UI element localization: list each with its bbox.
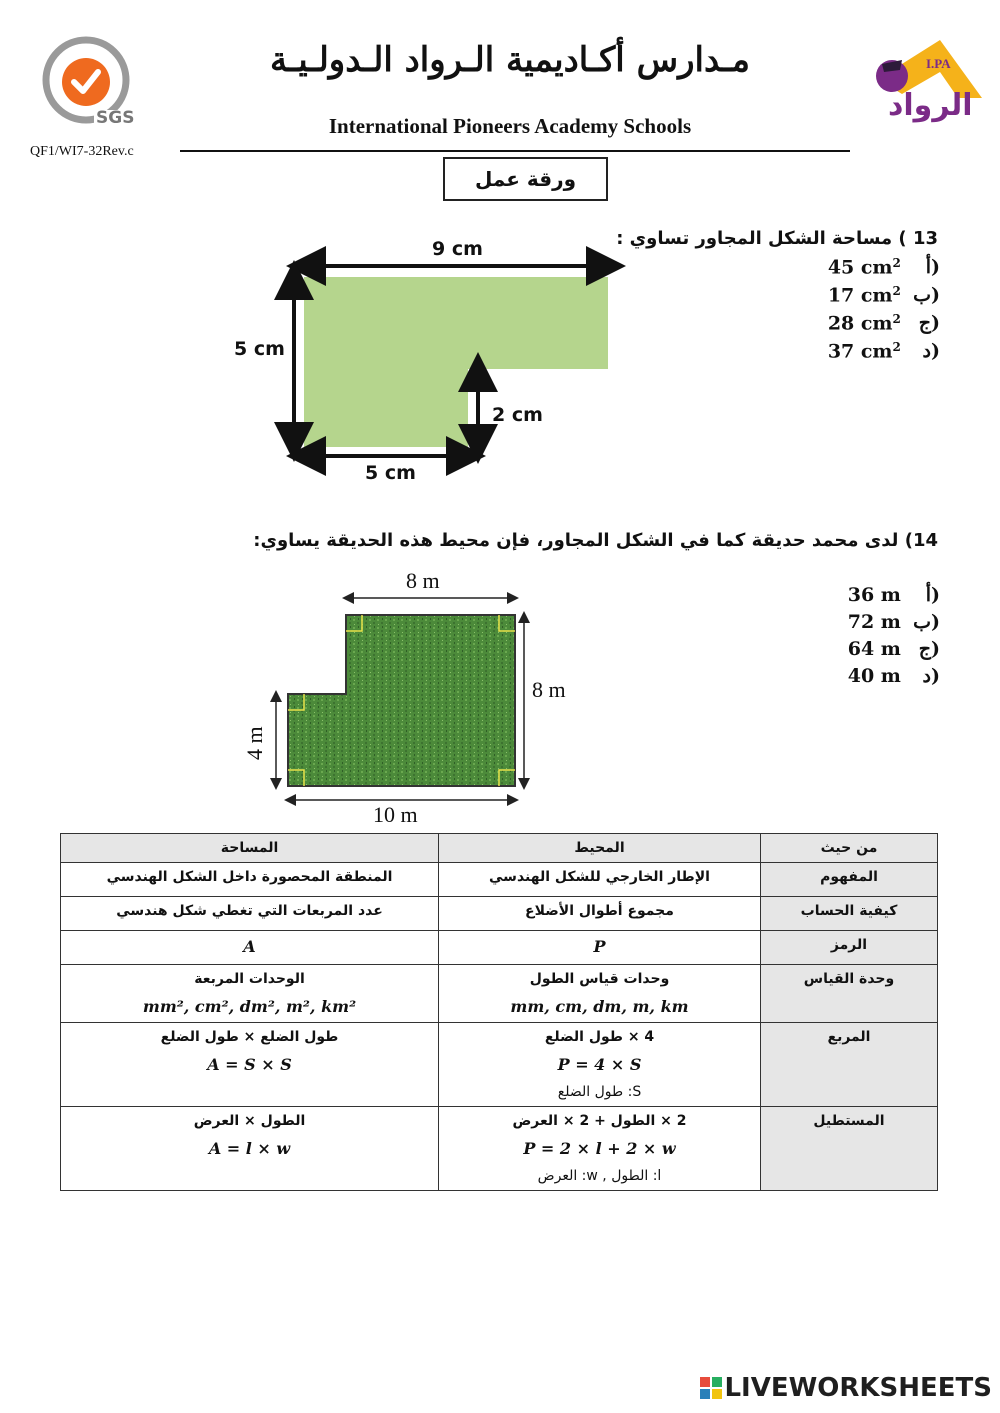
q14-option-a[interactable]: 36 m أ) [847, 584, 940, 606]
ipa-logo [858, 34, 984, 140]
header-aspect: من حيث [761, 834, 938, 863]
certification-logo [38, 36, 134, 132]
q14-shape [288, 615, 515, 786]
q14-option-b[interactable]: 72 m ب) [847, 611, 940, 633]
row-label: المفهوم [761, 863, 938, 897]
q13-left-label: 5 cm [234, 338, 285, 360]
cell-area: المنطقة المحصورة داخل الشكل الهندسي [61, 863, 439, 897]
ipa-logo-arabic: الرواد [888, 88, 973, 123]
cell-area: عدد المربعات التي تغطي شكل هندسي [61, 897, 439, 931]
q13-option-c[interactable]: 28 $cm^2$ ج) [827, 312, 940, 335]
header-perimeter: المحيط [439, 834, 761, 863]
table-row [61, 863, 938, 897]
q13-options [780, 256, 940, 368]
header-divider [180, 150, 850, 152]
liveworksheets-text: LIVEWORKSHEETS [724, 1373, 992, 1403]
q14-option-c[interactable]: 64 m ج) [847, 638, 940, 660]
table-row [61, 1023, 938, 1107]
cell-area: A [61, 931, 439, 965]
liveworksheets-brand[interactable] [700, 1373, 992, 1403]
document-code: QF1/WI7-32Rev.c [30, 144, 134, 159]
q14-option-d[interactable]: 40 m د) [847, 665, 940, 687]
question-13-text: 13 ) مساحة الشكل المجاور تساوي : [616, 228, 938, 249]
q14-bottom-label: 10 m [373, 802, 418, 827]
row-label: المربع [761, 1023, 938, 1107]
school-name-english: International Pioneers Academy Schools [328, 114, 692, 138]
table-row [61, 965, 938, 1023]
header-area: المساحة [61, 834, 439, 863]
row-label: كيفية الحساب [761, 897, 938, 931]
perimeter-area-table [60, 833, 938, 1191]
cell-perimeter: P [439, 931, 761, 965]
q13-option-a[interactable]: 45 $cm^2$ أ) [827, 256, 940, 279]
cell-perimeter: مجموع أطوال الأضلاع [439, 897, 761, 931]
q13-shape [304, 277, 608, 447]
sgs-text: SGS [96, 108, 135, 128]
cell-perimeter: وحدات قياس الطول mm, cm, dm, m, km [439, 965, 761, 1023]
row-label: وحدة القياس [761, 965, 938, 1023]
q14-options [780, 584, 940, 692]
table-row [61, 897, 938, 931]
table-row [61, 1107, 938, 1191]
q14-left-label: 4 m [242, 726, 267, 760]
cell-area: طول الضلع × طول الضلع A = S × S [61, 1023, 439, 1107]
cell-perimeter: 4 × طول الضلع P = 4 × S S: طول الضلع [439, 1023, 761, 1107]
question-14-text: 14) لدى محمد حديقة كما في الشكل المجاور، فإن محيط هذه الحديقة يساوي: [253, 530, 938, 551]
q13-top-label: 9 cm [432, 238, 483, 260]
liveworksheets-icon [700, 1376, 722, 1398]
cell-perimeter: 2 × الطول + 2 × العرض P = 2 × l + 2 × w l: الطول , w: العرض [439, 1107, 761, 1191]
row-label: المستطيل [761, 1107, 938, 1191]
q14-right-label: 8 m [532, 677, 566, 702]
q13-figure [230, 236, 630, 496]
q13-option-b[interactable]: 17 $cm^2$ ب) [827, 284, 940, 307]
q13-step-label: 2 cm [492, 404, 543, 426]
q13-bottom-label: 5 cm [365, 462, 416, 484]
cell-perimeter: الإطار الخارجي للشكل الهندسي [439, 863, 761, 897]
table-header-row [61, 834, 938, 863]
table-row [61, 931, 938, 965]
q14-top-label: 8 m [406, 568, 440, 593]
q14-figure [240, 578, 600, 828]
school-name-arabic: مـدارس أكـاديمية الـرواد الـدولـيـة [270, 40, 750, 80]
cell-area: الوحدات المربعة mm², cm², dm², m², km² [61, 965, 439, 1023]
q13-option-d[interactable]: 37 $cm^2$ د) [827, 340, 940, 363]
ipa-logo-text: I.PA [926, 56, 951, 71]
row-label: الرمز [761, 931, 938, 965]
worksheet-title: ورقة عمل [443, 157, 608, 201]
cell-area: الطول × العرض A = l × w [61, 1107, 439, 1191]
